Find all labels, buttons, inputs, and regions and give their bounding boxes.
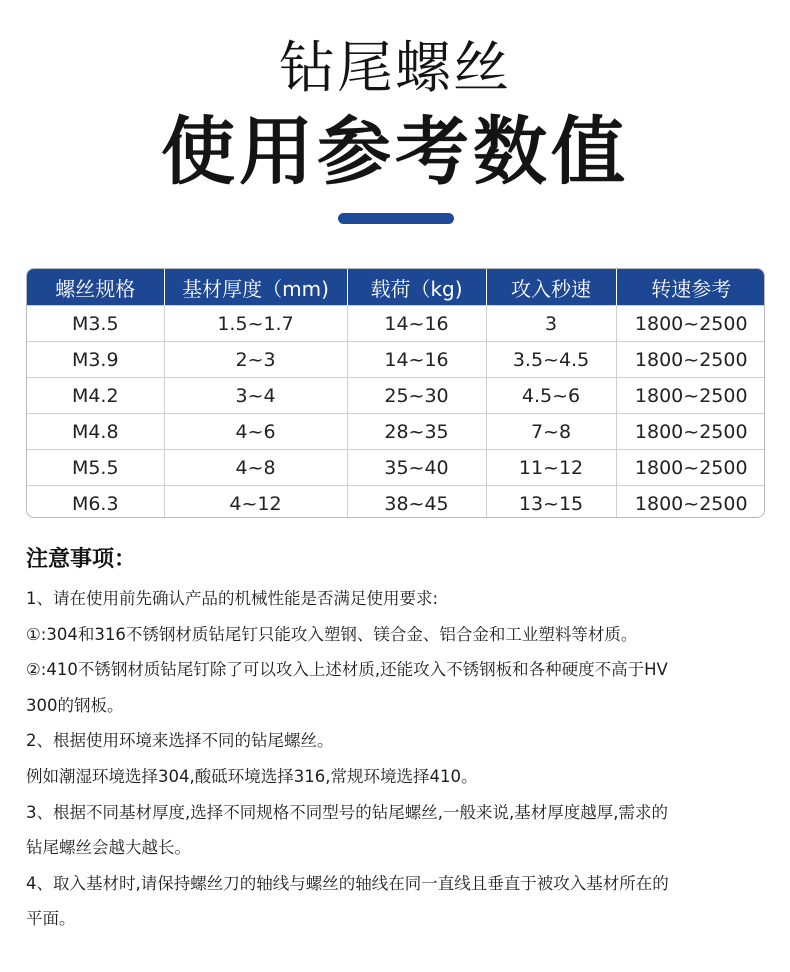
table-cell: 2~3 <box>164 342 347 378</box>
note-line: 4、取入基材时,请保持螺丝刀的轴线与螺丝的轴线在同一直线且垂直于被攻入基材所在的 <box>26 873 669 893</box>
table-cell: 4~6 <box>164 414 347 450</box>
note-line: 例如潮湿环境选择304,酸砥环境选择316,常规环境选择410。 <box>26 766 478 786</box>
table-cell: M4.8 <box>27 414 164 450</box>
page-title: 钻尾螺丝 <box>279 36 511 101</box>
column-header: 基材厚度（mm) <box>164 269 347 306</box>
notes-heading: 注意事项： <box>26 547 137 572</box>
table-cell: 1800~2500 <box>616 486 765 519</box>
table-cell: 1800~2500 <box>616 306 765 342</box>
column-header: 转速参考 <box>616 269 765 306</box>
table-cell: 1800~2500 <box>616 342 765 378</box>
table-cell: 14~16 <box>347 342 486 378</box>
table-cell: 3.5~4.5 <box>486 342 616 378</box>
note-line: 平面。 <box>26 909 76 929</box>
title-underline-bar <box>338 213 454 224</box>
note-line: 300的钢板。 <box>26 695 124 715</box>
note-line: 3、根据不同基材厚度,选择不同规格不同型号的钻尾螺丝,一般来说,基材厚度越厚,需求的 <box>26 802 668 822</box>
note-line: 钻尾螺丝会越大越长。 <box>26 838 191 858</box>
table-cell: 1800~2500 <box>616 450 765 486</box>
table-header-row <box>27 269 765 306</box>
column-header: 载荷（kg) <box>347 269 486 306</box>
table-cell: 3 <box>486 306 616 342</box>
table-cell: 1800~2500 <box>616 414 765 450</box>
spec-table <box>26 268 765 518</box>
table-cell: 13~15 <box>486 486 616 519</box>
table-cell: 38~45 <box>347 486 486 519</box>
table-row <box>27 378 765 414</box>
table-cell: M3.9 <box>27 342 164 378</box>
notes-section <box>26 543 770 937</box>
column-header: 螺丝规格 <box>27 269 164 306</box>
table-cell: 25~30 <box>347 378 486 414</box>
table-cell: 1.5~1.7 <box>164 306 347 342</box>
table-cell: M3.5 <box>27 306 164 342</box>
table-row <box>27 486 765 519</box>
table-cell: M4.2 <box>27 378 164 414</box>
table-cell: M6.3 <box>27 486 164 519</box>
table-cell: 4~12 <box>164 486 347 519</box>
table-cell: 35~40 <box>347 450 486 486</box>
column-header: 攻入秒速 <box>486 269 616 306</box>
table-row <box>27 450 765 486</box>
table-row <box>27 414 765 450</box>
note-line: ①:304和316不锈钢材质钻尾钉只能攻入塑钢、镁合金、铝合金和工业塑料等材质。 <box>26 624 638 644</box>
table-cell: 1800~2500 <box>616 378 765 414</box>
page-subtitle: 使用参考数值 <box>161 109 629 195</box>
table-cell: 7~8 <box>486 414 616 450</box>
table-cell: 3~4 <box>164 378 347 414</box>
table-cell: 14~16 <box>347 306 486 342</box>
table-cell: 4.5~6 <box>486 378 616 414</box>
table-row <box>27 306 765 342</box>
table-cell: M5.5 <box>27 450 164 486</box>
table-cell: 28~35 <box>347 414 486 450</box>
table-cell: 11~12 <box>486 450 616 486</box>
table-cell: 4~8 <box>164 450 347 486</box>
note-line: 2、根据使用环境来选择不同的钻尾螺丝。 <box>26 731 334 751</box>
note-line: ②:410不锈钢材质钻尾钉除了可以攻入上述材质,还能攻入不锈钢板和各种硬度不高于HV <box>26 660 668 680</box>
note-line: 1、请在使用前先确认产品的机械性能是否满足使用要求: <box>26 589 439 608</box>
table-row <box>27 342 765 378</box>
